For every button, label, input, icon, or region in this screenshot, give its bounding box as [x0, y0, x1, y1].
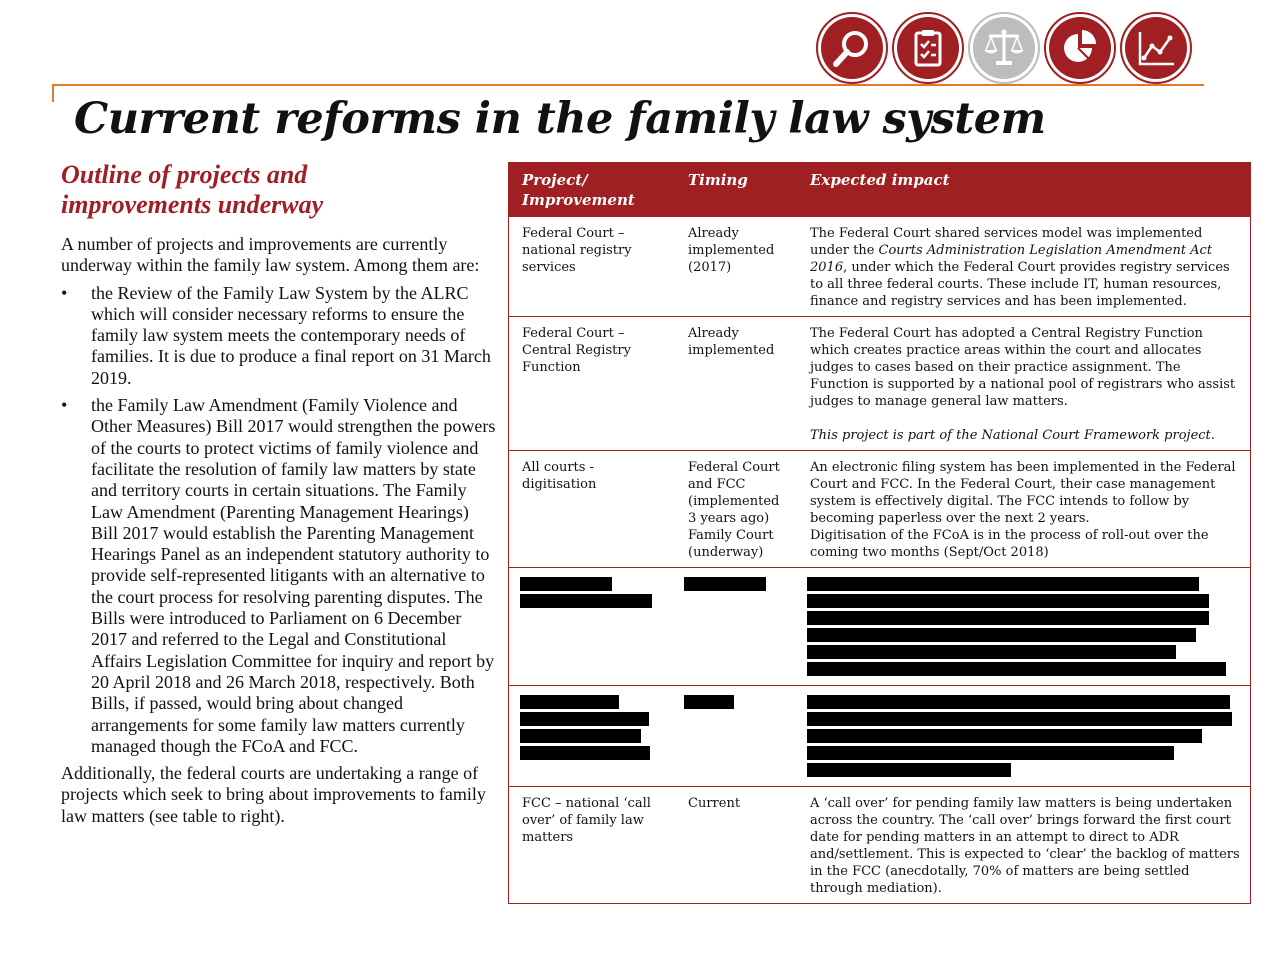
closing-paragraph: Additionally, the federal courts are undertaking a range of projects which seek to bring about improvements to family law matters (see table to right). [61, 763, 486, 826]
magnifier-icon [830, 26, 874, 70]
nav-scales-button[interactable] [968, 12, 1040, 84]
outline-section [61, 160, 497, 833]
section-heading-line1: Outline of projects and [61, 160, 308, 189]
table-row [509, 217, 1250, 317]
cell-impact: An electronic filing system has been implemented in the Federal Court and FCC. In the Federal Court, their case management system is effectively digital. The FCC intends to follow by becoming paperless over the next 2 years. Digitisation of the FCoA is in the process of roll-out over the coming two months (Sept/Oct 2018) [797, 451, 1250, 568]
cell-timing: Already implemented [675, 317, 797, 451]
bullet-list [61, 283, 497, 758]
redacted-cell [797, 568, 1250, 686]
list-item [61, 395, 497, 757]
cell-project: FCC – national ‘call over’ of family law matters [509, 787, 675, 904]
cell-timing: Federal Court and FCC (implemented 3 years ago) Family Court (underway) [675, 451, 797, 568]
section-heading-line2: improvements underway [61, 190, 324, 219]
redacted-cell [675, 686, 797, 787]
nav-magnifier-button[interactable] [816, 12, 888, 84]
bullet-marker: • [61, 282, 68, 303]
table-row [509, 451, 1250, 568]
list-item [61, 283, 497, 389]
cell-timing: Current [675, 787, 797, 904]
cell-impact: A ‘call over’ for pending family law matters is being undertaken across the country. The ‘call over’ brings forward the first court date for pending matters in an attempt to direct to ADR and/settlement. This is expected to ‘clear’ the backlog of matters in the FCC (anecdotally, 70% of matters are being settled through mediation). [797, 787, 1250, 904]
redacted-cell [797, 686, 1250, 787]
list-item-text: the Family Law Amendment (Family Violence and Other Measures) Bill 2017 would strengthen the powers of the courts to protect victims of family violence and facilitate the resolution of family law matters by state and territory courts in certain situations. The Family Law Amendment (Parenting Management Hearings) Bill 2017 would establish the Parenting Management Hearings Panel as an independent statutory authority to provide self-represented litigants with an alternative to the court process for resolving parenting disputes. The Bills were introduced to Parliament on 6 December 2017 and referred to the Legal and Constitutional Affairs Legislation Committee for inquiry and report by 20 April 2018 and 26 March 2018, respectively. Both Bills, if passed, would bring about changed arrangements for some family law matters currently managed though the FCoA and FCC. [91, 395, 496, 756]
cell-impact: The Federal Court has adopted a Central Registry Function which creates practice areas within the court and allocates judges to cases based on their practice assignment. The Function is supported by a national pool of registrars who assist judges to manage general law matters. This project is part of the National Court Framework project. [797, 317, 1250, 451]
nav-pie-chart-button[interactable] [1044, 12, 1116, 84]
line-chart-icon [1134, 26, 1178, 70]
projects-table [508, 162, 1251, 904]
redacted-row [509, 686, 1250, 787]
table-row [509, 787, 1250, 904]
clipboard-checklist-icon [906, 26, 950, 70]
header-timing: Timing [675, 162, 797, 217]
nav-checklist-button[interactable] [892, 12, 964, 84]
act-name: Courts Administration Legislation Amendment Act 2016 [810, 243, 1213, 275]
redacted-cell [509, 568, 675, 686]
bullet-marker: • [61, 395, 68, 416]
page-title: Current reforms in the family law system [74, 94, 1046, 144]
redacted-cell [509, 686, 675, 787]
cell-project: Federal Court – national registry services [509, 217, 675, 317]
list-item-text: the Review of the Family Law System by the ALRC which will consider necessary reforms to ensure the family law system meets the contemporary needs of families. It is due to produce a final report on 31 March 2019. [91, 282, 491, 388]
intro-paragraph: A number of projects and improvements are currently underway within the family law system. Among them are: [61, 234, 480, 276]
table-row [509, 317, 1250, 451]
section-heading [61, 160, 497, 220]
section-nav-icons [816, 12, 1192, 84]
impact-note: This project is part of the National Court Framework project. [810, 428, 1215, 443]
table-header-row [509, 162, 1250, 217]
cell-project: Federal Court – Central Registry Function [509, 317, 675, 451]
nav-line-chart-button[interactable] [1120, 12, 1192, 84]
pie-chart-icon [1058, 26, 1102, 70]
cell-project: All courts - digitisation [509, 451, 675, 568]
header-impact: Expected impact [797, 162, 1250, 217]
redacted-cell [675, 568, 797, 686]
scales-of-justice-icon [981, 25, 1027, 71]
cell-impact: The Federal Court shared services model was implemented under the Courts Administration Legislation Amendment Act 2016, under which the Federal Court provides registry services to all three federal courts. These include IT, human resources, finance and registry services and has been implemented. [797, 217, 1250, 317]
header-project: Project/ Improvement [509, 162, 675, 217]
redacted-row [509, 568, 1250, 686]
cell-timing: Already implemented (2017) [675, 217, 797, 317]
